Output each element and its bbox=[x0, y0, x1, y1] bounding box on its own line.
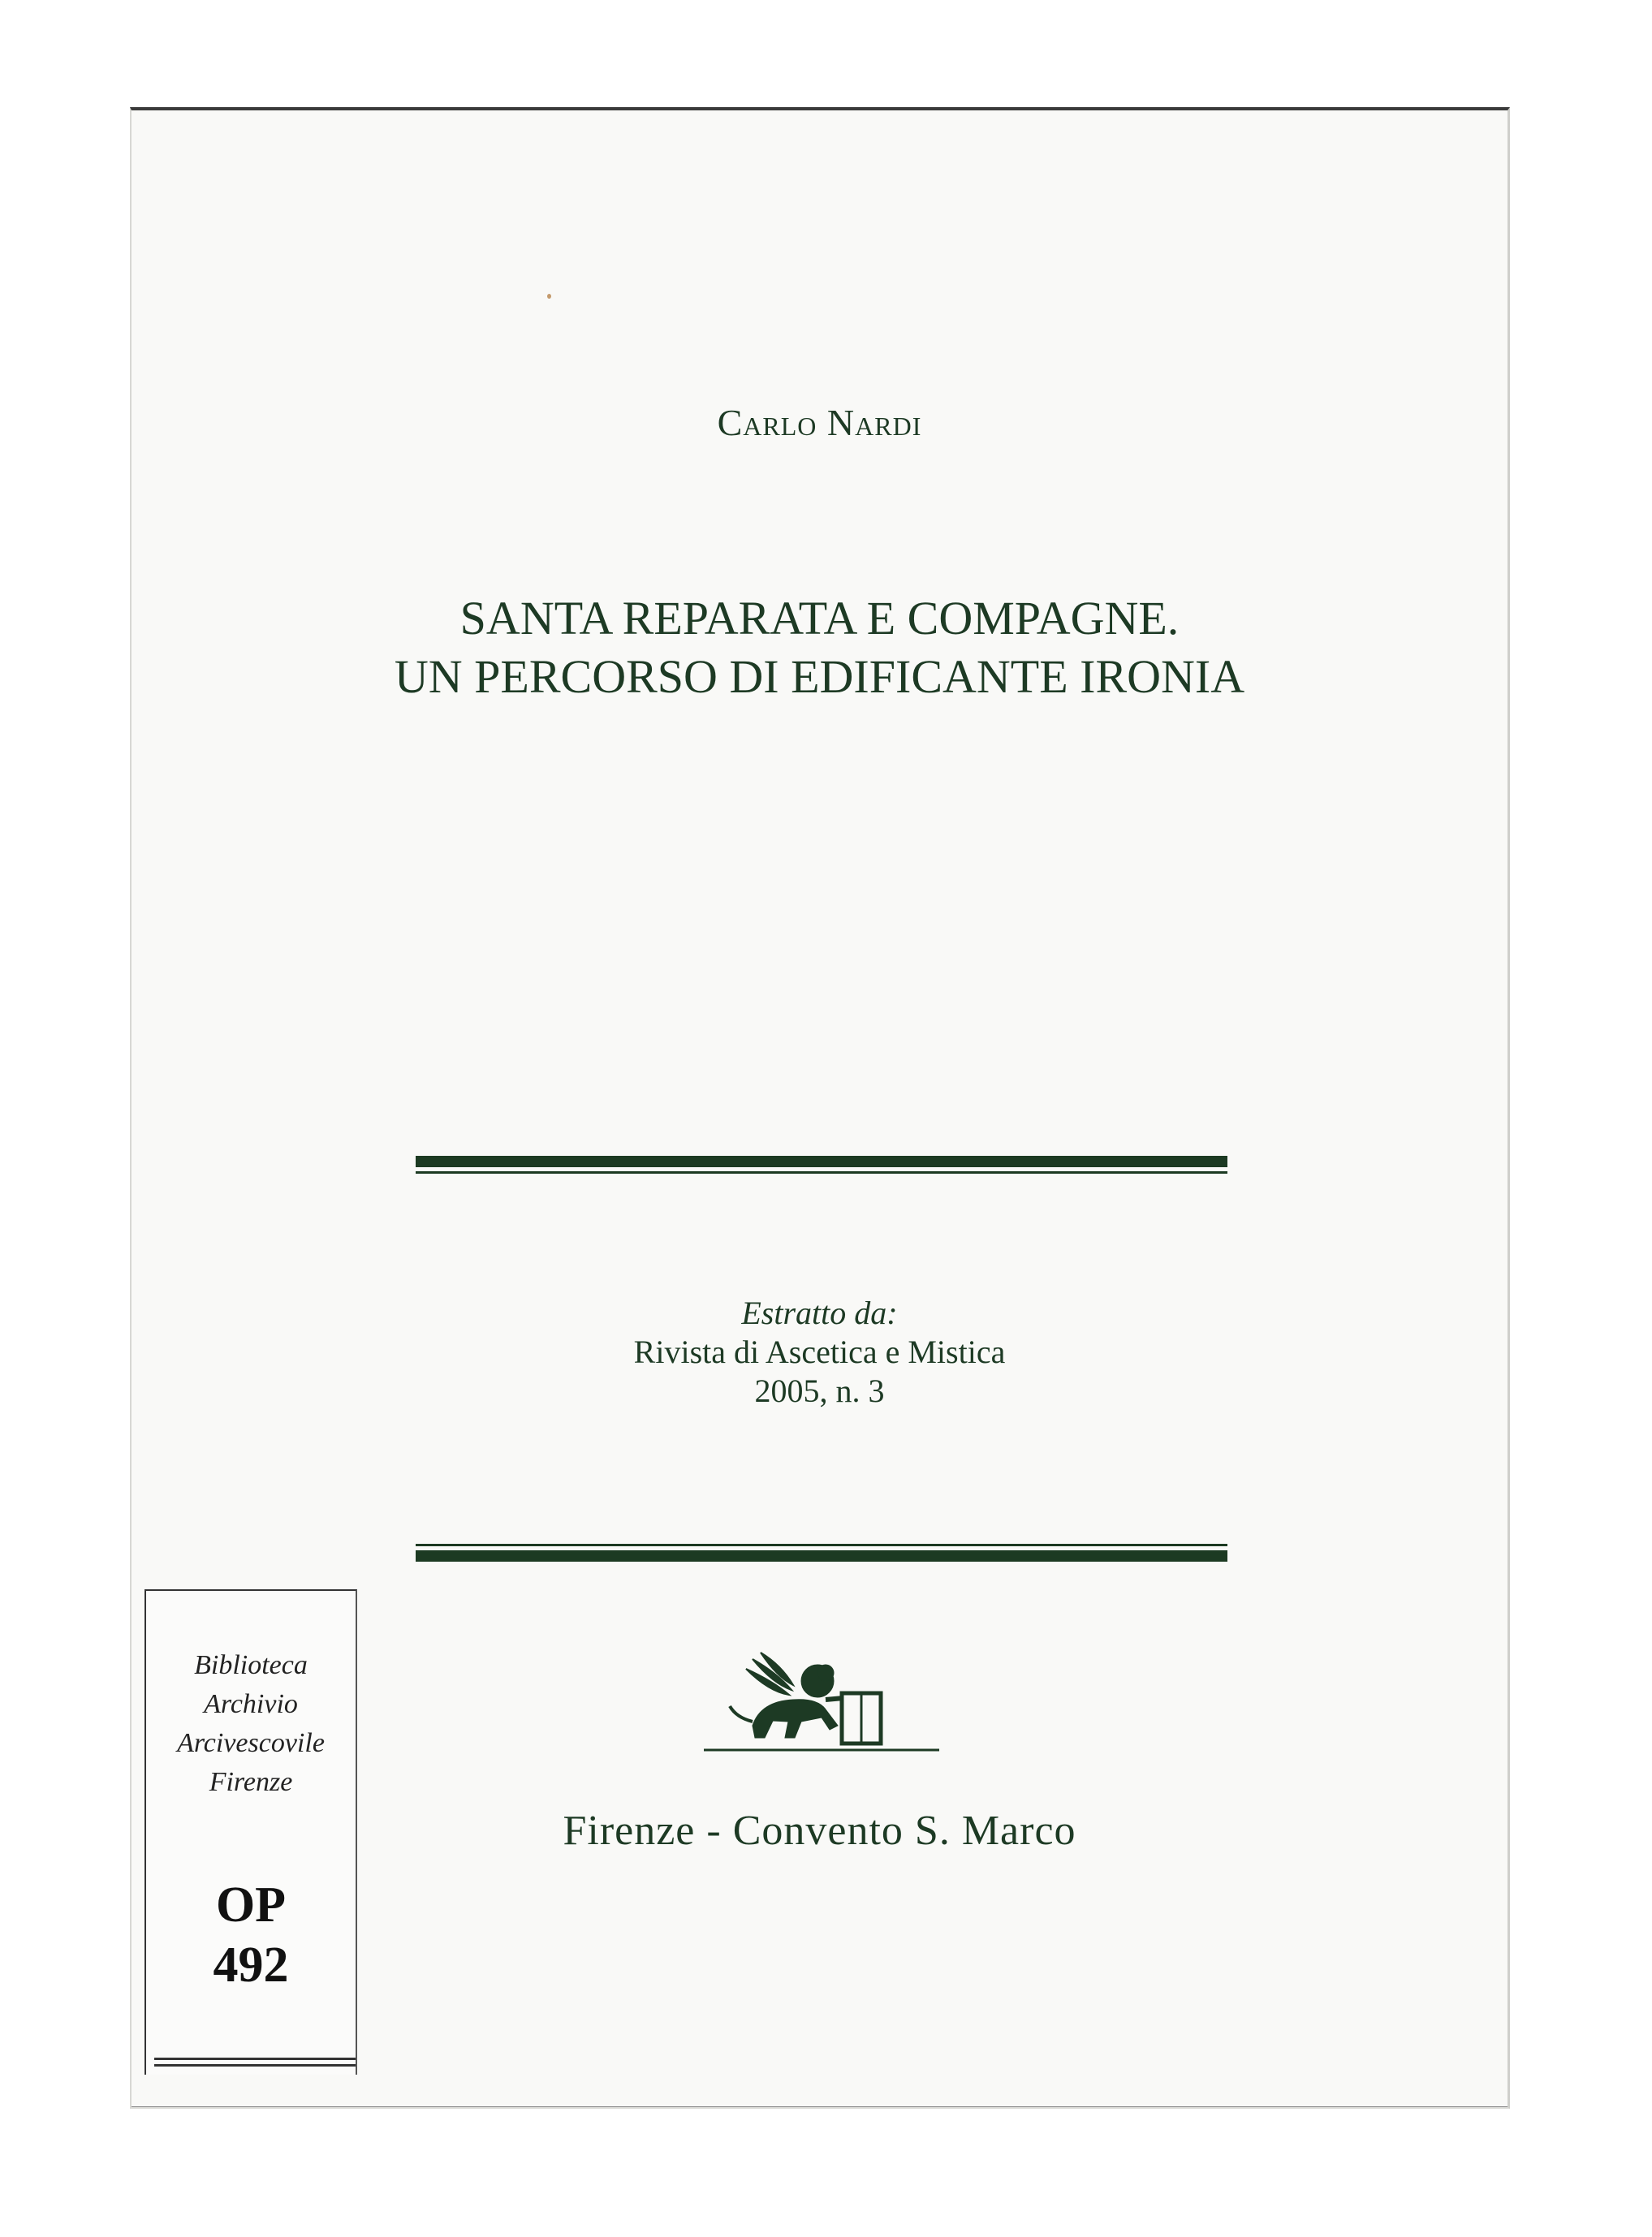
shelf-mark bbox=[146, 1875, 356, 1995]
shelf-mark-number: 492 bbox=[213, 1937, 289, 1993]
bottom-double-rule bbox=[416, 1544, 1227, 1562]
library-shelf-label bbox=[144, 1589, 357, 2075]
issue-number: 2005, n. 3 bbox=[754, 1373, 885, 1409]
library-name-line-2: Archivio bbox=[204, 1689, 298, 1719]
author-name: Carlo Nardi bbox=[717, 402, 922, 443]
library-name-line-1: Biblioteca bbox=[194, 1650, 308, 1680]
title-line-2: UN PERCORSO DI EDIFICANTE IRONIA bbox=[394, 650, 1245, 703]
library-name bbox=[146, 1646, 356, 1802]
paper-speck bbox=[547, 294, 551, 299]
winged-lion-of-st-mark-icon bbox=[704, 1636, 939, 1758]
top-double-rule bbox=[416, 1156, 1227, 1174]
booklet-title bbox=[132, 589, 1508, 706]
label-bottom-rules bbox=[154, 2054, 356, 2067]
extract-info bbox=[132, 1294, 1508, 1411]
publisher-line: Firenze - Convento S. Marco bbox=[563, 1808, 1076, 1854]
journal-name: Rivista di Ascetica e Mistica bbox=[633, 1334, 1006, 1370]
title-line-1: SANTA REPARATA E COMPAGNE. bbox=[459, 592, 1180, 644]
extract-label: Estratto da: bbox=[741, 1295, 898, 1331]
library-name-line-3: Arcivescovile bbox=[177, 1728, 325, 1758]
shelf-mark-collection: OP bbox=[215, 1877, 287, 1933]
library-name-line-4: Firenze bbox=[209, 1767, 293, 1797]
